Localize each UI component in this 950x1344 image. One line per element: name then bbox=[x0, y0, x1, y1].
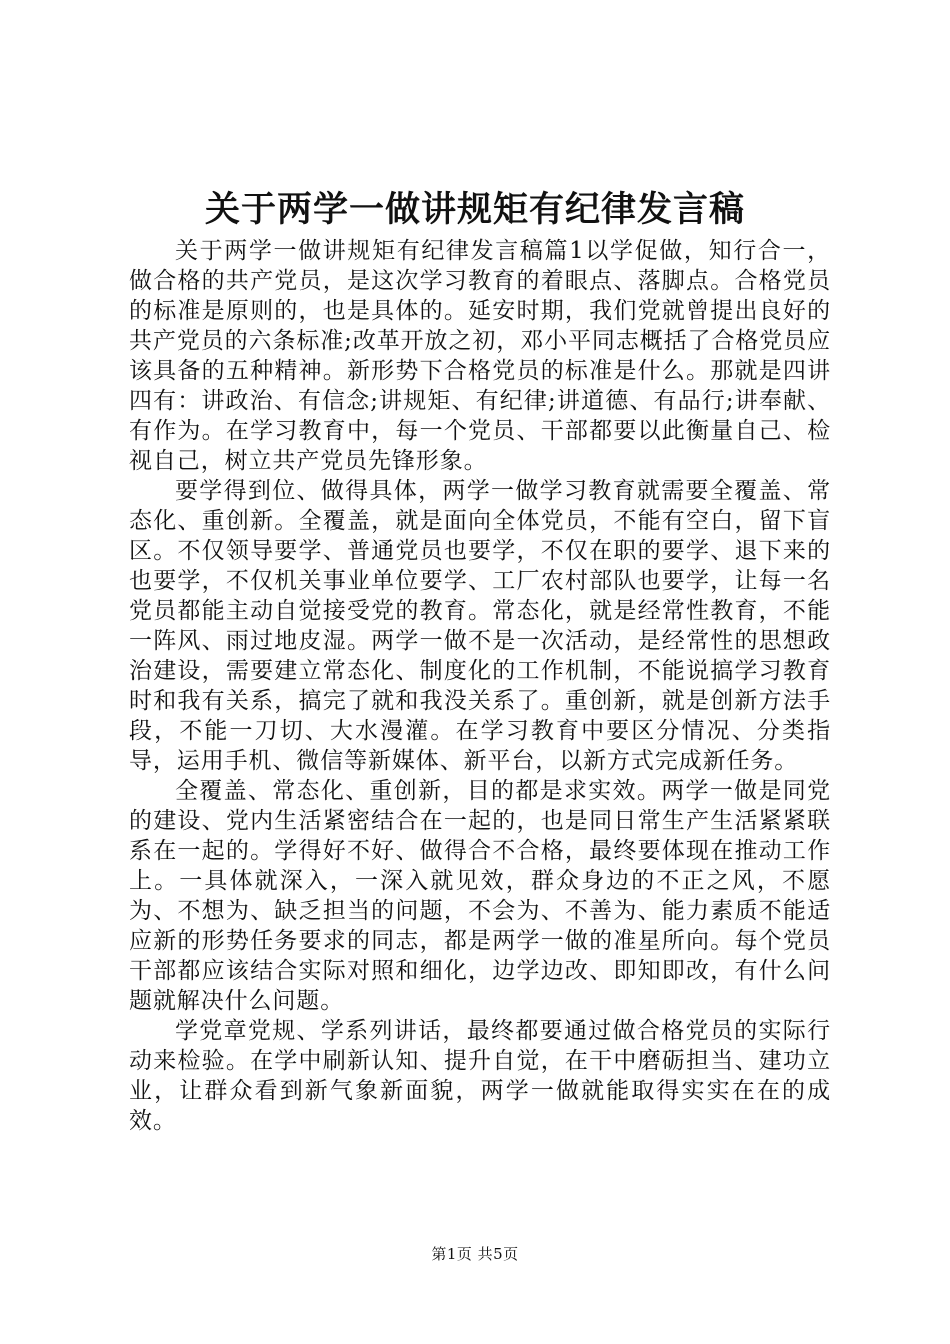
document-body bbox=[129, 236, 831, 1136]
document-title: 关于两学一做讲规矩有纪律发言稿 bbox=[204, 189, 745, 230]
paragraph-3: 全覆盖、常态化、重创新，目的都是求实效。两学一做是同党的建设、党内生活紧密结合在一起的，也是同日常生产生活紧紧联系在一起的。学得好不好、做得合不合格，最终要体现在推动工作上。一具体就深入，一深入就见效，群众身边的不正之风，不愿为、不想为、缺乏担当的问题，不会为、不善为、能力素质不能适应新的形势任务要求的同志，都是两学一做的准星所向。每个党员干部都应该结合实际对照和细化，边学边改、即知即改，有什么问题就解决什么问题。 bbox=[129, 778, 831, 1014]
paragraph-4: 学党章党规、学系列讲话，最终都要通过做合格党员的实际行动来检验。在学中刷新认知、提升自觉，在干中磨砺担当、建功立业，让群众看到新气象新面貌，两学一做就能取得实实在在的成效。 bbox=[129, 1018, 831, 1134]
paragraph-1: 关于两学一做讲规矩有纪律发言稿篇1以学促做，知行合一，做合格的共产党员，是这次学习教育的着眼点、落脚点。合格党员的标准是原则的，也是具体的。延安时期，我们党就曾提出良好的共产党员的六条标准;改革开放之初，邓小平同志概括了合格党员应该具备的五种精神。新形势下合格党员的标准是什么。那就是四讲四有：讲政治、有信念;讲规矩、有纪律;讲道德、有品行;讲奉献、有作为。在学习教育中，每一个党员、干部都要以此衡量自己、检视自己，树立共产党员先锋形象。 bbox=[129, 238, 831, 474]
page-number-footer: 第1页 共5页 bbox=[431, 1245, 519, 1263]
paragraph-2: 要学得到位、做得具体，两学一做学习教育就需要全覆盖、常态化、重创新。全覆盖，就是面向全体党员，不能有空白，留下盲区。不仅领导要学、普通党员也要学，不仅在职的要学、退下来的也要学，不仅机关事业单位要学、工厂农村部队也要学，让每一名党员都能主动自觉接受党的教育。常态化，就是经常性教育，不能一阵风、雨过地皮湿。两学一做不是一次活动，是经常性的思想政治建设，需要建立常态化、制度化的工作机制，不能说搞学习教育时和我有关系，搞完了就和我没关系了。重创新，就是创新方法手段，不能一刀切、大水漫灌。在学习教育中要区分情况、分类指导，运用手机、微信等新媒体、新平台，以新方式完成新任务。 bbox=[129, 478, 831, 774]
